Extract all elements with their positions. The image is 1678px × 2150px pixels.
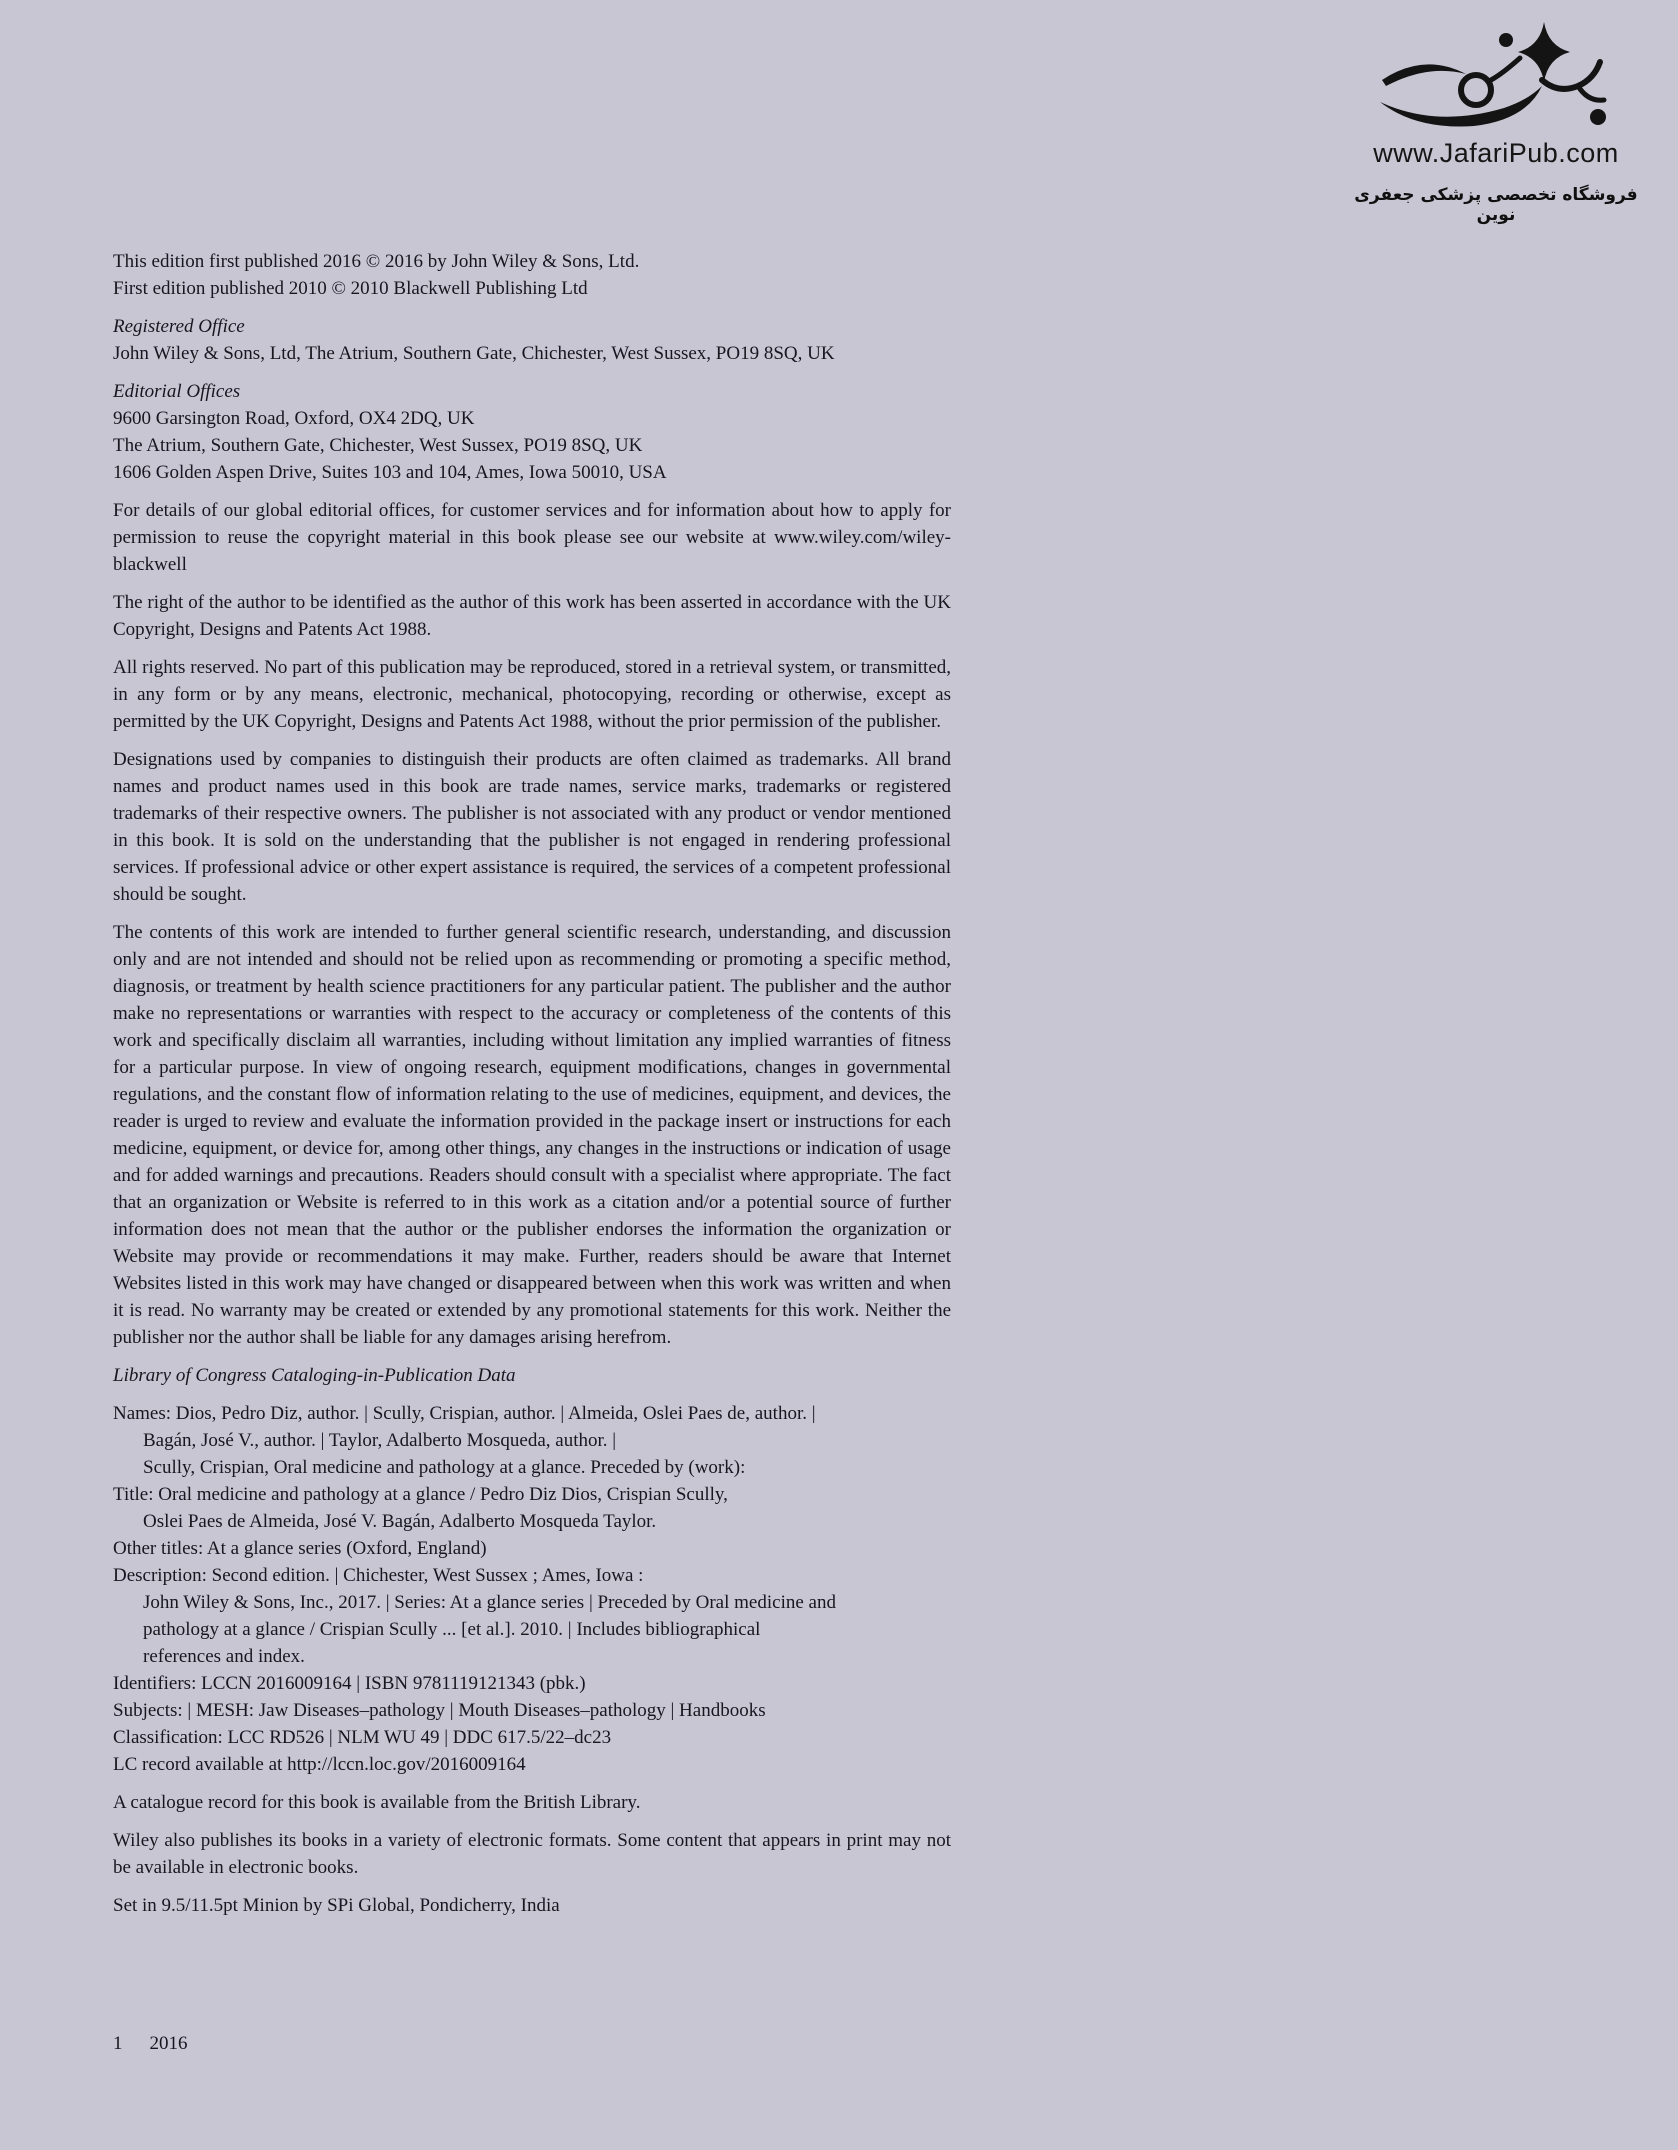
british-library-note: A catalogue record for this book is available from the British Library. [113, 1792, 641, 1813]
loc-names-line: Names: Dios, Pedro Diz, author. | Scully, Crispian, author. | Almeida, Oslei Paes de, author. | [113, 1403, 816, 1424]
all-rights-reserved-paragraph: All rights reserved. No part of this publication may be reproduced, stored in a retrieval system, or transmitted, in any form or by any means, electronic, mechanical, photocopying, recording or otherwise, except as permitted by the UK Copyright, Designs and Patents Act 1988, without the prior permission of the publisher. [113, 657, 951, 732]
registered-office-block [113, 313, 951, 367]
loc-title-line: Oslei Paes de Almeida, José V. Bagán, Adalberto Mosqueda Taylor. [143, 1511, 657, 1532]
printing-number-line [113, 2030, 188, 2057]
print-year: 2016 [149, 2033, 188, 2054]
loc-description-line: references and index. [143, 1646, 305, 1667]
imprint-text-column [113, 248, 951, 1930]
medical-disclaimer-paragraph: The contents of this work are intended to further general scientific research, understanding, and discussion only and are not intended and should not be relied upon as recommending or promoting a specific method, diagnosis, or treatment by health science practitioners for any particular patient. The publisher and the author make no representations or warranties with respect to the accuracy or completeness of the contents of this work and specifically disclaim all warranties, including without limitation any implied warranties of fitness for a particular purpose. In view of ongoing research, equipment modifications, changes in governmental regulations, and the constant flow of information relating to the use of medicines, equipment, and devices, the reader is urged to review and evaluate the information provided in the package insert or instructions for each medicine, equipment, or device for, among other things, any changes in the instructions or indication of usage and for added warnings and precautions. Readers should consult with a specialist where appropriate. The fact that an organization or Website is referred to in this work as a citation and/or a potential source of further information does not mean that the author or the publisher endorses the information the organization or Website may provide or recommendations it may make. Further, readers should be aware that Internet Websites listed in this work may have changed or disappeared between when this work was written and when it is read. No warranty may be created or extended by any promotional statements for this work. Neither the publisher nor the author shall be liable for any damages arising herefrom. [113, 922, 951, 1348]
registered-office-address: John Wiley & Sons, Ltd, The Atrium, Southern Gate, Chichester, West Sussex, PO19 8SQ, UK [113, 343, 835, 364]
jafaripub-calligraphy-icon [1378, 20, 1614, 138]
loc-names-line: Bagán, José V., author. | Taylor, Adalberto Mosqueda, author. | [143, 1430, 617, 1451]
loc-subjects-line: Subjects: | MESH: Jaw Diseases–pathology | Mouth Diseases–pathology | Handbooks [113, 1700, 766, 1721]
logo-website-url: www.JafariPub.com [1373, 138, 1619, 168]
trademarks-paragraph: Designations used by companies to distinguish their products are often claimed as trademarks. All brand names and product names used in this book are trade names, service marks, trademarks or registered trademarks of their respective owners. The publisher is not associated with any product or vendor mentioned in this book. It is sold on the understanding that the publisher is not engaged in rendering professional services. If professional advice or other expert assistance is required, the services of a competent professional should be sought. [113, 749, 951, 905]
loc-classification-line: Classification: LCC RD526 | NLM WU 49 | DDC 617.5/22–dc23 [113, 1727, 612, 1748]
loc-cataloging-block [113, 1400, 951, 1778]
loc-other-titles-line: Other titles: At a glance series (Oxford, England) [113, 1538, 487, 1559]
logo-tagline-farsi: فروشگاه تخصصی پزشکی جعفری نوین [1354, 185, 1638, 225]
typesetting-note: Set in 9.5/11.5pt Minion by SPi Global, Pondicherry, India [113, 1895, 560, 1916]
edition-statement [113, 248, 951, 302]
editorial-offices-heading: Editorial Offices [113, 381, 241, 402]
loc-description-line: pathology at a glance / Crispian Scully ... [et al.]. 2010. | Includes bibliographical [143, 1619, 761, 1640]
loc-description-line: John Wiley & Sons, Inc., 2017. | Series: At a glance series | Preceded by Oral medicine and [143, 1592, 836, 1613]
loc-names-line: Scully, Crispian, Oral medicine and pathology at a glance. Preceded by (work): [143, 1457, 746, 1478]
author-rights-paragraph: The right of the author to be identified as the author of this work has been asserted in accordance with the UK Copyright, Designs and Patents Act 1988. [113, 592, 951, 640]
permissions-paragraph: For details of our global editorial offices, for customer services and for information about how to apply for permission to reuse the copyright material in this book please see our website at www.wiley.com/wiley-blackwell [113, 500, 951, 575]
edition-line-2: First edition published 2010 © 2010 Blackwell Publishing Ltd [113, 278, 588, 299]
edition-line-1: This edition first published 2016 © 2016 by John Wiley & Sons, Ltd. [113, 251, 640, 272]
editorial-office-address-2: The Atrium, Southern Gate, Chichester, West Sussex, PO19 8SQ, UK [113, 435, 643, 456]
editorial-office-address-1: 9600 Garsington Road, Oxford, OX4 2DQ, UK [113, 408, 475, 429]
publisher-stamp [1336, 20, 1656, 225]
loc-record-line: LC record available at http://lccn.loc.gov/2016009164 [113, 1754, 526, 1775]
loc-identifiers-line: Identifiers: LCCN 2016009164 | ISBN 9781119121343 (pbk.) [113, 1673, 586, 1694]
loc-heading: Library of Congress Cataloging-in-Publication Data [113, 1365, 516, 1386]
print-run-number: 1 [113, 2033, 123, 2054]
loc-title-line: Title: Oral medicine and pathology at a glance / Pedro Diz Dios, Crispian Scully, [113, 1484, 728, 1505]
editorial-offices-block [113, 378, 951, 486]
electronic-formats-note: Wiley also publishes its books in a variety of electronic formats. Some content that appears in print may not be available in electronic books. [113, 1830, 951, 1878]
registered-office-heading: Registered Office [113, 316, 245, 337]
editorial-office-address-3: 1606 Golden Aspen Drive, Suites 103 and 104, Ames, Iowa 50010, USA [113, 462, 667, 483]
loc-description-line: Description: Second edition. | Chichester, West Sussex ; Ames, Iowa : [113, 1565, 644, 1586]
